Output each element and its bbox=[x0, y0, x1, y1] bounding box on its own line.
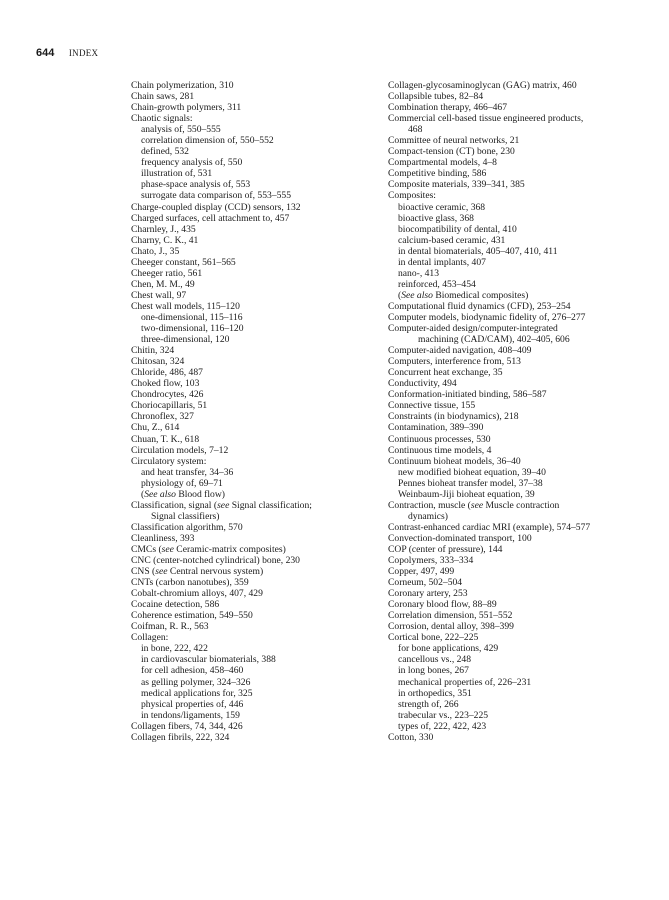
index-entry: Chain saws, 281 bbox=[131, 91, 195, 103]
index-entry: Corrosion, dental alloy, 398–399 bbox=[388, 621, 514, 633]
index-entry: Choriocapillaris, 51 bbox=[131, 400, 208, 412]
index-entry: Contamination, 389–390 bbox=[388, 422, 484, 434]
index-subentry: bioactive glass, 368 bbox=[398, 212, 474, 224]
index-entry: Chain polymerization, 310 bbox=[131, 80, 234, 91]
index-subentry: medical applications for, 325 bbox=[141, 687, 253, 699]
index-entry: Commercial cell-based tissue engineered products, bbox=[388, 113, 584, 125]
index-entry: Coronary blood flow, 88–89 bbox=[388, 599, 497, 611]
index-entry: Chloride, 486, 487 bbox=[131, 367, 203, 379]
index-subentry: in tendons/ligaments, 159 bbox=[141, 709, 240, 721]
index-entry: Signal classifiers) bbox=[151, 510, 220, 522]
index-entry: dynamics) bbox=[408, 510, 448, 522]
index-column-left bbox=[131, 80, 381, 743]
index-subentry: three-dimensional, 120 bbox=[141, 334, 230, 346]
page-number: 644 bbox=[36, 47, 55, 59]
index-subentry: and heat transfer, 34–36 bbox=[141, 466, 234, 478]
index-subentry: biocompatibility of dental, 410 bbox=[398, 223, 517, 235]
index-entry: Continuum bioheat models, 36–40 bbox=[388, 455, 521, 467]
index-entry: Choked flow, 103 bbox=[131, 378, 200, 390]
index-entry: Coronary artery, 253 bbox=[388, 588, 468, 600]
index-entry: Collagen fibrils, 222, 324 bbox=[131, 731, 230, 743]
index-subentry: frequency analysis of, 550 bbox=[141, 157, 243, 169]
index-entry: Cortical bone, 222–225 bbox=[388, 632, 479, 644]
index-subentry: in dental biomaterials, 405–407, 410, 411 bbox=[398, 245, 558, 257]
index-entry: Chain-growth polymers, 311 bbox=[131, 102, 242, 114]
index-subentry: (See also Blood flow) bbox=[141, 488, 225, 500]
index-entry: Conductivity, 494 bbox=[388, 378, 457, 390]
index-subentry: in long bones, 267 bbox=[398, 665, 469, 677]
index-entry: CNC (center-notched cylindrical) bone, 230 bbox=[131, 555, 300, 567]
index-subentry: physiology of, 69–71 bbox=[141, 477, 223, 489]
index-entry: Concurrent heat exchange, 35 bbox=[388, 367, 503, 379]
index-entry: Conformation-initiated binding, 586–587 bbox=[388, 389, 547, 401]
index-entry: Compartmental models, 4–8 bbox=[388, 157, 497, 169]
index-entry: Chondrocytes, 426 bbox=[131, 389, 204, 401]
index-entry: Collagen: bbox=[131, 632, 169, 644]
index-subentry: in cardiovascular biomaterials, 388 bbox=[141, 654, 276, 666]
index-subentry: defined, 532 bbox=[141, 146, 189, 158]
index-entry: Classification, signal (see Signal classification; bbox=[131, 499, 312, 511]
index-entry: Continuous time models, 4 bbox=[388, 444, 492, 456]
index-subentry: correlation dimension of, 550–552 bbox=[141, 135, 274, 147]
index-subentry: nano-, 413 bbox=[398, 267, 440, 279]
index-subentry: two-dimensional, 116–120 bbox=[141, 323, 244, 335]
index-entry: CMCs (see Ceramic-matrix composites) bbox=[131, 543, 286, 555]
index-subentry: types of, 222, 422, 423 bbox=[398, 720, 487, 732]
index-entry: Chitosan, 324 bbox=[131, 356, 185, 368]
index-entry: Cobalt-chromium alloys, 407, 429 bbox=[131, 588, 263, 600]
index-entry: Chest wall, 97 bbox=[131, 289, 187, 301]
index-subentry: as gelling polymer, 324–326 bbox=[141, 676, 251, 688]
index-entry: Chitin, 324 bbox=[131, 345, 175, 357]
index-entry: Charged surfaces, cell attachment to, 457 bbox=[131, 212, 290, 224]
index-entry: Convection-dominated transport, 100 bbox=[388, 532, 532, 544]
index-subentry: bioactive ceramic, 368 bbox=[398, 201, 486, 213]
index-column-right bbox=[388, 80, 640, 743]
index-entry: Correlation dimension, 551–552 bbox=[388, 610, 513, 622]
index-entry: Composites: bbox=[388, 190, 436, 202]
index-subentry: Pennes bioheat transfer model, 37–38 bbox=[398, 477, 543, 489]
index-entry: Cotton, 330 bbox=[388, 731, 434, 743]
index-subentry: in dental implants, 407 bbox=[398, 256, 486, 268]
index-entry: Committee of neural networks, 21 bbox=[388, 135, 520, 147]
index-entry: Copolymers, 333–334 bbox=[388, 555, 474, 567]
index-subentry: trabecular vs., 223–225 bbox=[398, 709, 489, 721]
index-entry: Composite materials, 339–341, 385 bbox=[388, 179, 525, 191]
index-entry: Copper, 497, 499 bbox=[388, 566, 455, 578]
index-entry: Chen, M. M., 49 bbox=[131, 278, 195, 290]
index-subentry: in bone, 222, 422 bbox=[141, 643, 208, 655]
index-entry: Collagen-glycosaminoglycan (GAG) matrix, 460 bbox=[388, 80, 577, 91]
index-entry: Continuous processes, 530 bbox=[388, 433, 491, 445]
index-entry: Coherence estimation, 549–550 bbox=[131, 610, 253, 622]
index-entry: Circulatory system: bbox=[131, 455, 207, 467]
index-subentry: Weinbaum-Jiji bioheat equation, 39 bbox=[398, 488, 535, 500]
index-entry: Charge-coupled display (CCD) sensors, 132 bbox=[131, 201, 301, 213]
index-subentry: reinforced, 453–454 bbox=[398, 278, 476, 290]
index-subentry: for cell adhesion, 458–460 bbox=[141, 665, 244, 677]
index-entry: Contrast-enhanced cardiac MRI (example), 574–577 bbox=[388, 521, 591, 533]
index-entry: Collagen fibers, 74, 344, 426 bbox=[131, 720, 243, 732]
index-entry: Cocaine detection, 586 bbox=[131, 599, 220, 611]
index-subentry: one-dimensional, 115–116 bbox=[141, 311, 243, 323]
index-entry: Coifman, R. R., 563 bbox=[131, 621, 209, 633]
index-entry: machining (CAD/CAM), 402–405, 606 bbox=[418, 334, 570, 346]
index-entry: Charnley, J., 435 bbox=[131, 223, 196, 235]
index-entry: Competitive binding, 586 bbox=[388, 168, 487, 180]
index-entry: Computer-aided design/computer-integrated bbox=[388, 323, 558, 335]
index-subentry: (See also Biomedical composites) bbox=[398, 289, 529, 301]
index-subentry: illustration of, 531 bbox=[141, 168, 213, 180]
index-entry: Charny, C. K., 41 bbox=[131, 234, 199, 246]
index-subentry: calcium-based ceramic, 431 bbox=[398, 234, 506, 246]
index-entry: Circulation models, 7–12 bbox=[131, 444, 229, 456]
index-subentry: new modified bioheat equation, 39–40 bbox=[398, 466, 546, 478]
index-entry: Cleanliness, 393 bbox=[131, 532, 195, 544]
index-entry: Computer models, biodynamic fidelity of, 276–277 bbox=[388, 311, 586, 323]
page-header bbox=[36, 47, 98, 59]
index-subentry: strength of, 266 bbox=[398, 698, 459, 710]
index-entry: COP (center of pressure), 144 bbox=[388, 543, 503, 555]
index-entry: Chato, J., 35 bbox=[131, 245, 180, 257]
index-entry: Constraints (in biodynamics), 218 bbox=[388, 411, 519, 423]
index-entry: Connective tissue, 155 bbox=[388, 400, 476, 412]
index-subentry: for bone applications, 429 bbox=[398, 643, 499, 655]
index-subentry: cancellous vs., 248 bbox=[398, 654, 472, 666]
index-subentry: analysis of, 550–555 bbox=[141, 124, 221, 136]
index-entry: Corneum, 502–504 bbox=[388, 577, 463, 589]
index-entry: Chest wall models, 115–120 bbox=[131, 300, 240, 312]
index-entry: 468 bbox=[408, 124, 423, 136]
index-entry: CNTs (carbon nanotubes), 359 bbox=[131, 577, 249, 589]
index-entry: Computers, interference from, 513 bbox=[388, 356, 521, 368]
index-entry: Computer-aided navigation, 408–409 bbox=[388, 345, 532, 357]
index-subentry: phase-space analysis of, 553 bbox=[141, 179, 251, 191]
index-subentry: in orthopedics, 351 bbox=[398, 687, 472, 699]
index-entry: Computational fluid dynamics (CFD), 253–254 bbox=[388, 300, 571, 312]
index-entry: Compact-tension (CT) bone, 230 bbox=[388, 146, 515, 158]
index-entry: CNS (see Central nervous system) bbox=[131, 566, 264, 578]
index-entry: Contraction, muscle (see Muscle contraction bbox=[388, 499, 560, 511]
index-entry: Cheeger ratio, 561 bbox=[131, 267, 203, 279]
index-entry: Chuan, T. K., 618 bbox=[131, 433, 200, 445]
index-entry: Collapsible tubes, 82–84 bbox=[388, 91, 484, 103]
index-entry: Chaotic signals: bbox=[131, 113, 193, 125]
index-subentry: mechanical properties of, 226–231 bbox=[398, 676, 532, 688]
index-subentry: surrogate data comparison of, 553–555 bbox=[141, 190, 291, 202]
index-entry: Chu, Z., 614 bbox=[131, 422, 180, 434]
index-entry: Combination therapy, 466–467 bbox=[388, 102, 508, 114]
index-subentry: physical properties of, 446 bbox=[141, 698, 244, 710]
index-entry: Cheeger constant, 561–565 bbox=[131, 256, 236, 268]
index-entry: Chronoflex, 327 bbox=[131, 411, 194, 423]
running-head: INDEX bbox=[68, 48, 99, 58]
index-entry: Classification algorithm, 570 bbox=[131, 521, 243, 533]
